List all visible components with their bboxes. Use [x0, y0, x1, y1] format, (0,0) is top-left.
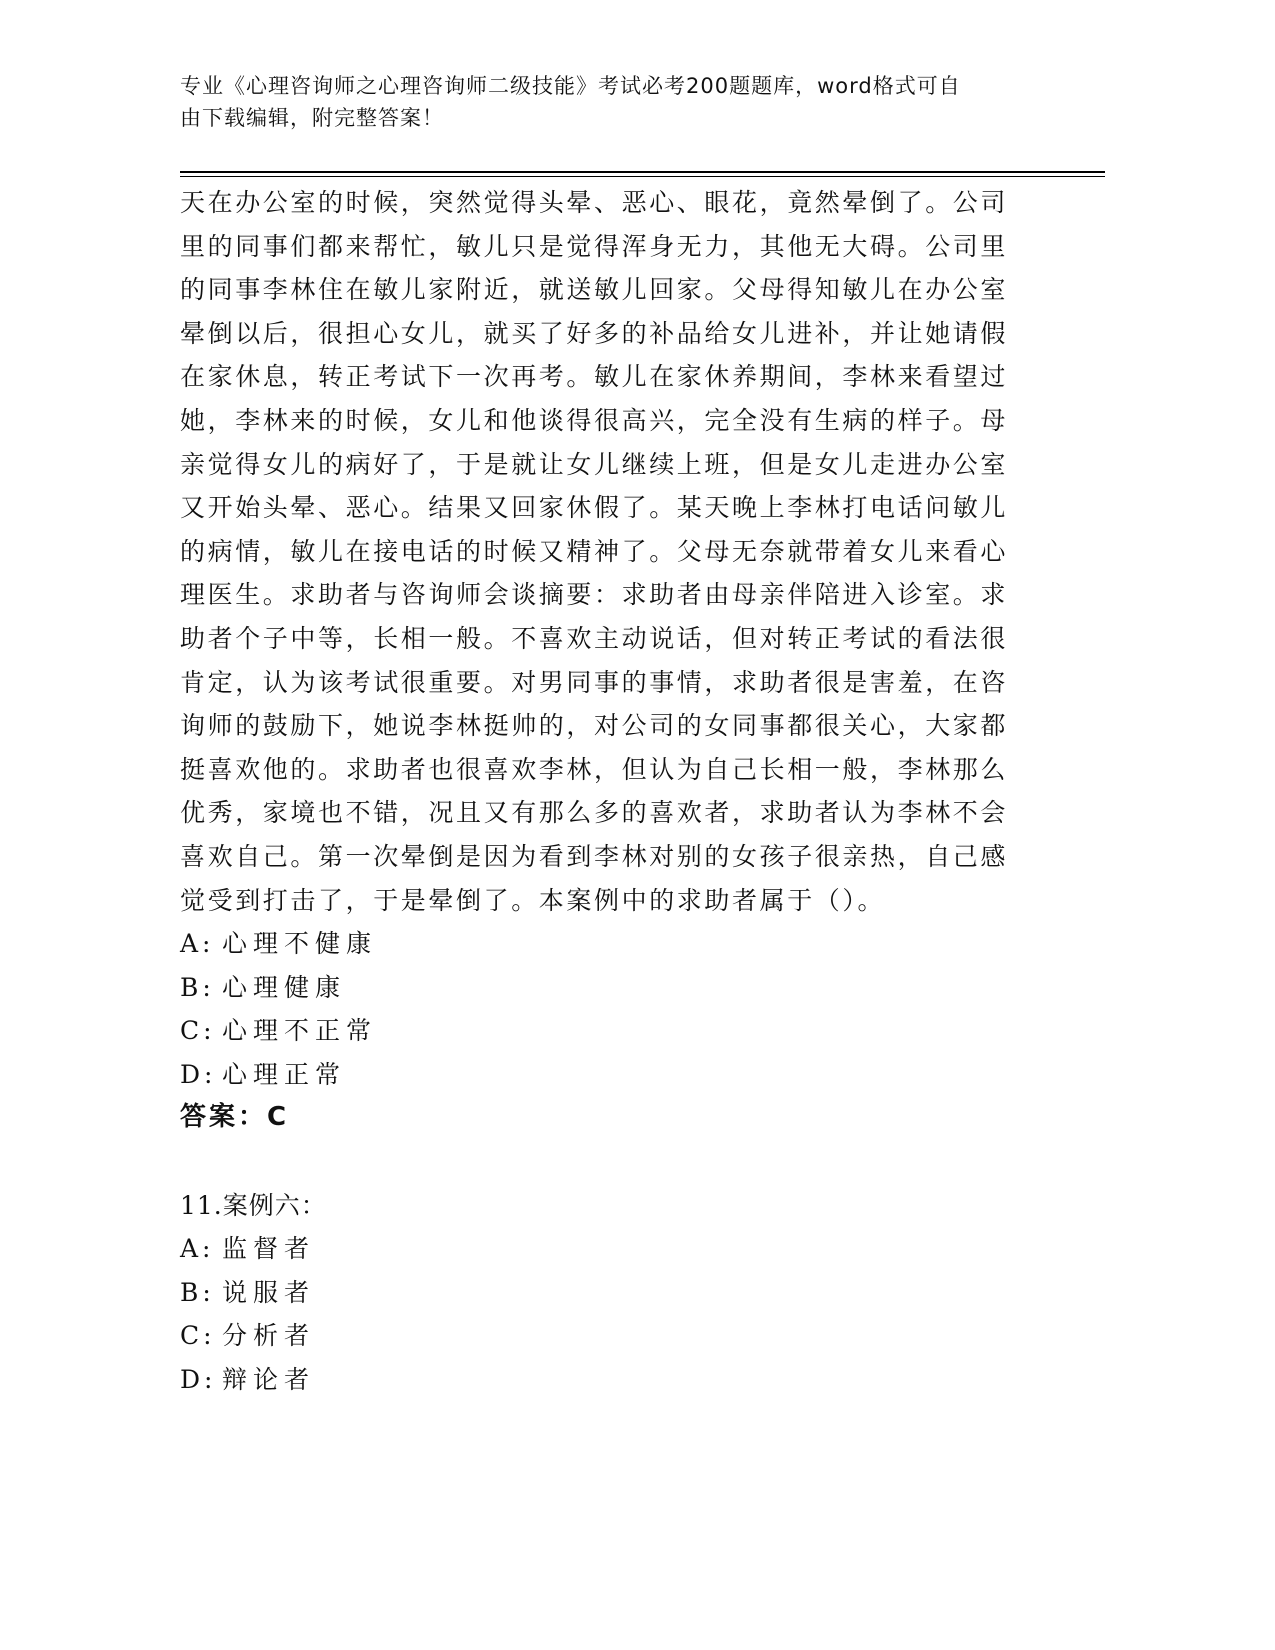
stem-line: 在家休息，转正考试下一次再考。敏儿在家休养期间，李林来看望过 — [180, 362, 1009, 392]
option-text: 心理不正常 — [222, 1016, 378, 1046]
option-d — [180, 1358, 1040, 1402]
option-label: A: — [180, 929, 215, 959]
question-10-stem — [180, 181, 1040, 922]
option-label: A: — [180, 1234, 215, 1264]
option-label: C: — [180, 1321, 216, 1351]
option-label: D: — [180, 1059, 217, 1089]
stem-line: 优秀，家境也不错，况且又有那么多的喜欢者，求助者认为李林不会 — [180, 798, 1009, 828]
option-label: B: — [180, 1277, 215, 1307]
stem-line: 的病情，敏儿在接电话的时候又精神了。父母无奈就带着女儿来看心 — [180, 536, 1009, 566]
document-header — [180, 70, 1040, 134]
stem-line: 喜欢自己。第一次晕倒是因为看到李林对别的女孩子很亲热，自己感 — [180, 841, 1009, 871]
stem-line: 肯定，认为该考试很重要。对男同事的事情，求助者很是害羞，在咨 — [180, 667, 1009, 697]
option-text: 分析者 — [222, 1321, 316, 1351]
stem-line: 的同事李林住在敏儿家附近，就送敏儿回家。父母得知敏儿在办公室 — [180, 275, 1009, 305]
question-10-answer: 答案：C — [180, 1102, 290, 1133]
option-a — [180, 922, 1040, 966]
option-d — [180, 1053, 1040, 1097]
question-11-title — [180, 1184, 1040, 1228]
header-divider-thick — [180, 171, 1105, 173]
question-11-options — [180, 1227, 1040, 1401]
stem-line: 又开始头晕、恶心。结果又回家休假了。某天晚上李林打电话问敏儿 — [180, 493, 1009, 523]
option-text: 监督者 — [222, 1234, 316, 1264]
stem-line: 天在办公室的时候，突然觉得头晕、恶心、眼花，竟然晕倒了。公司 — [180, 188, 1009, 217]
option-b — [180, 1271, 1040, 1315]
option-text: 辩论者 — [222, 1365, 316, 1395]
option-c — [180, 1314, 1040, 1358]
spacer — [180, 1140, 1040, 1184]
stem-line: 觉受到打击了，于是晕倒了。本案例中的求助者属于（）。 — [180, 885, 886, 915]
option-label: C: — [180, 1016, 216, 1046]
stem-line: 助者个子中等，长相一般。不喜欢主动说话，但对转正考试的看法很 — [180, 623, 1009, 653]
option-label: D: — [180, 1365, 217, 1395]
stem-line: 亲觉得女儿的病好了，于是就让女儿继续上班，但是女儿走进办公室 — [180, 449, 1009, 479]
option-text: 说服者 — [222, 1277, 316, 1307]
stem-line: 挺喜欢他的。求助者也很喜欢李林，但认为自己长相一般，李林那么 — [180, 754, 1009, 784]
option-text: 心理健康 — [222, 972, 347, 1002]
option-label: B: — [180, 972, 215, 1002]
question-10 — [180, 181, 1040, 1140]
option-b — [180, 966, 1040, 1010]
stem-line: 晕倒以后，很担心女儿，就买了好多的补品给女儿进补，并让她请假 — [180, 318, 1009, 348]
header-line-1: 专业《心理咨询师之心理咨询师二级技能》考试必考200题题库，word格式可自 — [180, 74, 961, 98]
document-body — [180, 181, 1040, 1402]
option-c — [180, 1009, 1040, 1053]
question-11-title-text: 11.案例六： — [180, 1190, 327, 1220]
question-10-options — [180, 922, 1040, 1096]
header-line-2: 由下载编辑，附完整答案！ — [180, 106, 444, 130]
option-text: 心理正常 — [222, 1059, 347, 1089]
stem-line: 理医生。求助者与咨询师会谈摘要：求助者由母亲伴陪进入诊室。求 — [180, 580, 1009, 610]
option-text: 心理不健康 — [222, 929, 378, 959]
stem-line: 里的同事们都来帮忙，敏儿只是觉得浑身无力，其他无大碍。公司里 — [180, 231, 1009, 261]
stem-line: 询师的鼓励下，她说李林挺帅的，对公司的女同事都很关心，大家都 — [180, 711, 1009, 741]
question-11 — [180, 1184, 1040, 1402]
option-a — [180, 1227, 1040, 1271]
header-divider-thin — [180, 176, 1105, 177]
stem-line: 她，李林来的时候，女儿和他谈得很高兴，完全没有生病的样子。母 — [180, 405, 1009, 435]
